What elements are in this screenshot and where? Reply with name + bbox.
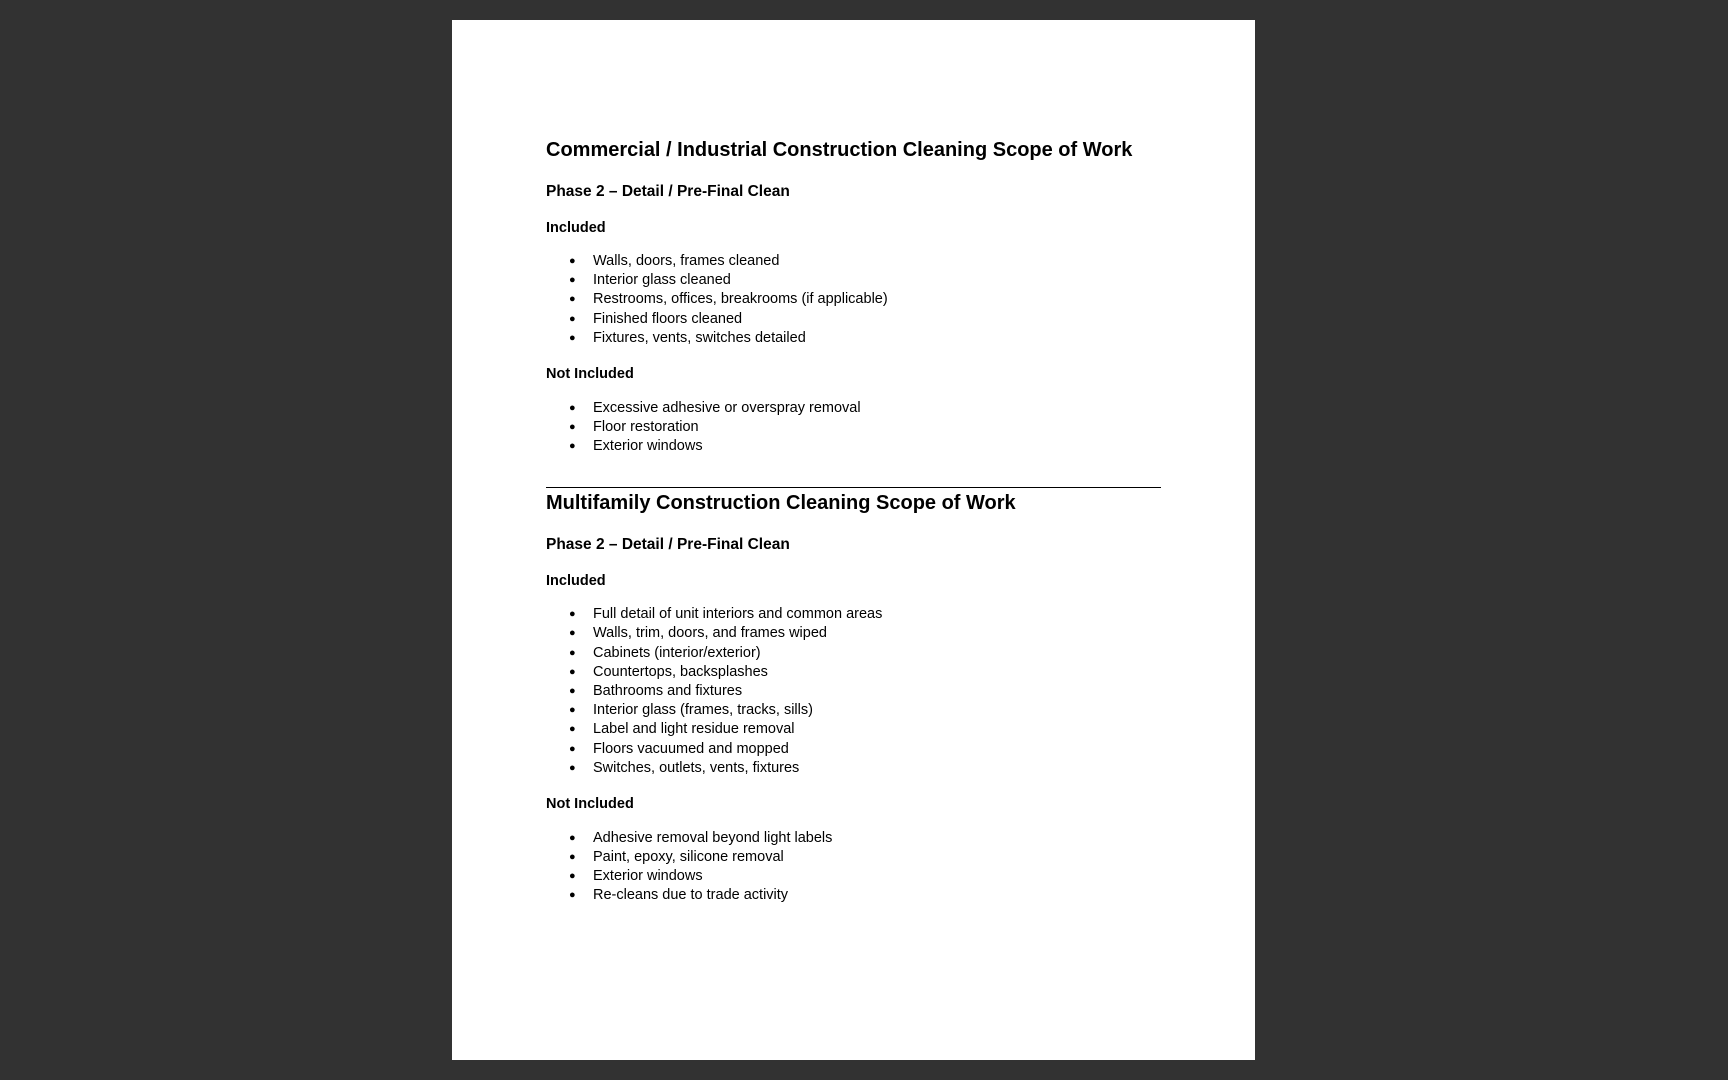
list-item — [546, 663, 1161, 682]
list-item — [546, 720, 1161, 739]
list-item-text: Re-cleans due to trade activity — [593, 887, 789, 904]
bullet-icon: ● — [569, 293, 576, 306]
bullet-icon: ● — [569, 850, 576, 863]
bullet-icon: ● — [569, 312, 576, 325]
bullet-icon: ● — [569, 646, 576, 659]
list-item-text: Restrooms, offices, breakrooms (if applicable) — [593, 291, 888, 308]
list-item — [546, 829, 1161, 848]
bullet-icon: ● — [569, 627, 576, 640]
list-item — [546, 418, 1161, 437]
list-item-text: Exterior windows — [593, 438, 703, 455]
bullet-icon: ● — [569, 742, 576, 755]
bullet-icon: ● — [569, 255, 576, 267]
list-item — [546, 759, 1161, 778]
list-item-text: Cabinets (interior/exterior) — [593, 644, 761, 661]
bullet-icon: ● — [569, 665, 576, 678]
list-item-text: Interior glass (frames, tracks, sills) — [593, 702, 813, 719]
list-item — [546, 848, 1161, 867]
list-item — [546, 399, 1161, 418]
list-item — [546, 701, 1161, 720]
included-list — [546, 252, 1161, 348]
list-item-text: Walls, doors, frames cleaned — [593, 253, 780, 269]
bullet-icon: ● — [569, 704, 576, 717]
list-item — [546, 867, 1161, 886]
list-item — [546, 740, 1161, 759]
list-item — [546, 624, 1161, 643]
list-item-text: Paint, epoxy, silicone removal — [593, 848, 784, 865]
bullet-icon: ● — [569, 274, 576, 287]
list-item — [546, 605, 1161, 624]
not-included-heading: Not Included — [546, 365, 634, 382]
list-item — [546, 437, 1161, 456]
list-item — [546, 252, 1161, 271]
bullet-icon: ● — [569, 331, 576, 344]
list-item — [546, 644, 1161, 663]
list-item-text: Bathrooms and fixtures — [593, 683, 743, 700]
bullet-icon: ● — [569, 723, 576, 736]
list-item-text: Switches, outlets, vents, fixtures — [593, 759, 800, 776]
list-item-text: Countertops, backsplashes — [593, 663, 768, 680]
bullet-icon: ● — [569, 440, 576, 453]
not-included-list — [546, 829, 1161, 906]
included-heading: Included — [546, 573, 606, 590]
bullet-icon: ● — [569, 831, 576, 844]
included-list — [546, 605, 1161, 778]
phase-heading: Phase 2 – Detail / Pre-Final Clean — [546, 536, 790, 554]
list-item-text: Excessive adhesive or overspray removal — [593, 399, 861, 416]
section-divider — [546, 487, 1161, 488]
bullet-icon: ● — [569, 608, 576, 621]
bullet-icon: ● — [569, 761, 576, 774]
document-page — [452, 20, 1255, 1060]
list-item — [546, 290, 1161, 309]
bullet-icon: ● — [569, 870, 576, 883]
section-title: Multifamily Construction Cleaning Scope of Work — [546, 492, 1016, 515]
list-item — [546, 682, 1161, 701]
list-item-text: Finished floors cleaned — [593, 310, 743, 327]
bullet-icon: ● — [569, 420, 576, 433]
list-item-text: Walls, trim, doors, and frames wiped — [593, 625, 827, 642]
list-item-text: Fixtures, vents, switches detailed — [593, 329, 806, 346]
included-heading: Included — [546, 220, 606, 236]
section-title: Commercial / Industrial Construction Cleaning Scope of Work — [546, 139, 1133, 161]
document-content — [546, 138, 1161, 905]
list-item-text: Full detail of unit interiors and common areas — [593, 606, 883, 623]
not-included-heading: Not Included — [546, 795, 634, 812]
list-item-text: Interior glass cleaned — [593, 272, 731, 289]
bullet-icon: ● — [569, 401, 576, 414]
list-item-text: Label and light residue removal — [593, 721, 795, 738]
bullet-icon: ● — [569, 685, 576, 698]
list-item — [546, 310, 1161, 329]
list-item-text: Exterior windows — [593, 868, 703, 885]
not-included-list — [546, 399, 1161, 457]
list-item — [546, 886, 1161, 905]
list-item-text: Floor restoration — [593, 418, 699, 435]
list-item-text: Floors vacuumed and mopped — [593, 740, 789, 757]
phase-heading: Phase 2 – Detail / Pre-Final Clean — [546, 183, 790, 200]
list-item — [546, 329, 1161, 348]
list-item — [546, 271, 1161, 290]
list-item-text: Adhesive removal beyond light labels — [593, 829, 833, 846]
bullet-icon: ● — [569, 889, 576, 902]
